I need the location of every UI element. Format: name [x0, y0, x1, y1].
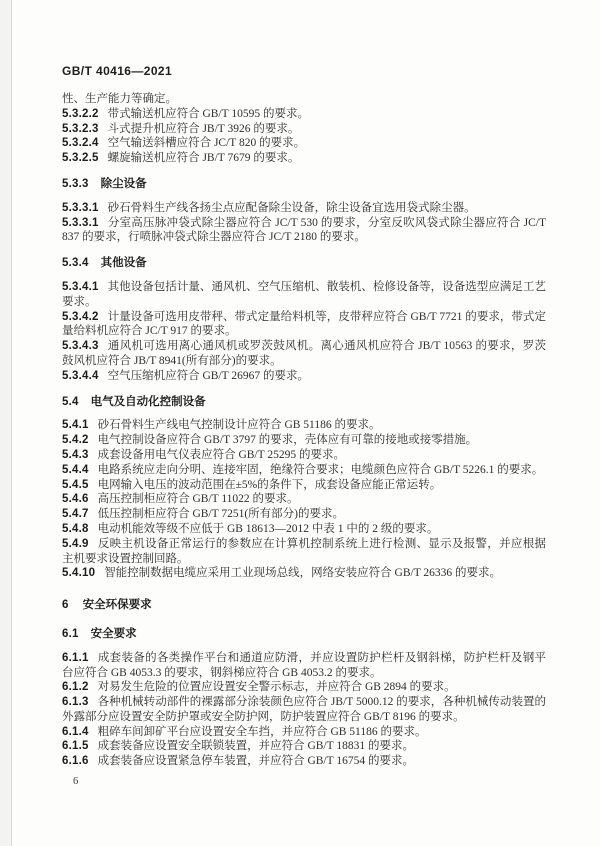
section-heading [62, 598, 546, 613]
clause-text: 电网输入电压的波动范围在±5%的条件下，成套设备应能正常运转。 [97, 478, 442, 491]
clause-number: 5.3.4 [62, 257, 89, 270]
clause-paragraph [62, 280, 546, 310]
clause-text: 螺旋输送机应符合 JB/T 7679 的要求。 [107, 152, 300, 165]
clause-text: 带式输送机应符合 GB/T 10595 的要求。 [107, 107, 309, 120]
clause-number: 5.4 [62, 395, 79, 408]
clause-number: 5.3.2.3 [62, 122, 99, 135]
clause-paragraph [62, 369, 546, 384]
clause-paragraph [62, 201, 546, 216]
clause-number: 5.3.3.1 [62, 216, 99, 229]
section-heading [62, 395, 546, 410]
clause-text: 安全要求 [90, 627, 137, 640]
clause-number: 6.1.5 [62, 740, 89, 753]
clause-number: 5.3.4.1 [62, 280, 99, 293]
section-heading [62, 256, 546, 271]
clause-text: 成套装备应设置安全联锁装置，并应符合 GB/T 18831 的要求。 [97, 740, 414, 753]
clause-number: 5.4.8 [62, 522, 89, 535]
clause-text: 其他设备 [100, 257, 147, 270]
section-heading [62, 627, 546, 642]
clause-text: 砂石骨料生产线各扬尘点应配备除尘设备，除尘设备宜选用袋式除尘器。 [107, 201, 476, 214]
clause-text: 计量设备可选用皮带秤、带式定量给料机等，皮带秤应符合 GB/T 7721 的要求，带式定量给料机应符合 JC/T 917 的要求。 [62, 310, 546, 338]
clause-text: 电路系统应走向分明、连接牢固，绝缘符合要求；电缆颜色应符合 GB/T 5226.1 的要求。 [97, 463, 544, 476]
clause-text: 反映主机设备正常运行的参数应在计算机控制系统上进行检测、显示及报警，并应根据主机要求设置控制回路。 [62, 537, 546, 565]
clause-number: 5.3.2.4 [62, 137, 99, 150]
clause-number: 5.4.10 [62, 567, 96, 580]
clause-text: 成套装备应设置紧急停车装置，并应符合 GB/T 16754 的要求。 [97, 755, 414, 768]
standard-code-header: GB/T 40416—2021 [62, 64, 173, 78]
clause-number: 6.1.3 [62, 696, 89, 709]
clause-paragraph [62, 725, 546, 740]
clause-text: 性、生产能力等确定。 [62, 93, 177, 105]
clause-number: 6.1 [62, 627, 79, 640]
clause-number: 5.3.3 [62, 177, 89, 190]
clause-text: 安全环保要求 [82, 599, 152, 612]
clause-number: 6.1.1 [62, 651, 89, 664]
clause-number: 5.3.4.4 [62, 369, 99, 382]
clause-number: 5.3.4.2 [62, 310, 99, 323]
clause-paragraph [62, 695, 546, 725]
clause-number: 5.4.4 [62, 463, 89, 476]
clause-paragraph [62, 339, 546, 369]
clause-number: 5.4.6 [62, 493, 89, 506]
clause-number: 6.1.2 [62, 681, 89, 694]
clause-number: 5.4.2 [62, 434, 89, 447]
clause-number: 5.4.1 [62, 419, 89, 432]
clause-paragraph [62, 522, 546, 537]
clause-paragraph [62, 492, 546, 507]
clause-number: 5.3.2.2 [62, 107, 99, 120]
section-heading [62, 177, 546, 192]
clause-paragraph [62, 651, 546, 681]
clause-text: 高压控制柜应符合 GB/T 11022 的要求。 [97, 493, 299, 506]
clause-text: 对易发生危险的位置应设置安全警示标志，并应符合 GB 2894 的要求。 [97, 681, 456, 694]
clause-text: 电气控制设备应符合 GB/T 3797 的要求，壳体应有可靠的接地或接零措施。 [97, 434, 478, 447]
clause-paragraph [62, 107, 546, 122]
clause-number: 5.4.3 [62, 448, 89, 461]
clause-paragraph [62, 537, 546, 567]
clause-number: 5.4.9 [62, 537, 89, 550]
clause-text: 电动机能效等级不应低于 GB 18613—2012 中表 1 中的 2 级的要求。 [97, 522, 439, 535]
clause-paragraph [62, 433, 546, 448]
clause-text: 空气压缩机应符合 GB/T 26967 的要求。 [107, 369, 309, 382]
clause-paragraph [62, 310, 546, 340]
clause-text: 粗碎车间卸矿平台应设置安全车挡，并应符合 GB 51186 的要求。 [97, 725, 427, 738]
clause-number: 5.4.5 [62, 478, 89, 491]
clause-text: 除尘设备 [100, 177, 147, 190]
clause-text: 斗式提升机应符合 JB/T 3926 的要求。 [107, 122, 300, 135]
clause-paragraph [62, 566, 546, 581]
clause-paragraph [62, 216, 546, 246]
clause-paragraph [62, 754, 546, 769]
clause-paragraph [62, 739, 546, 754]
clause-paragraph [62, 507, 546, 522]
clause-text: 通风机可选用离心通风机或罗茨鼓风机。离心通风机应符合 JB/T 10563 的要求，罗茨鼓风机应符合 JB/T 8941(所有部分)的要求。 [62, 340, 546, 367]
clause-paragraph [62, 478, 546, 493]
scan-edge [0, 0, 12, 846]
clause-number: 5.4.7 [62, 508, 89, 521]
document-content [62, 92, 546, 769]
clause-text: 成套装备的各类操作平台和通道应防滑，并应设置防护栏杆及钢斜梯，防护栏杆及钢平台应符合 GB 4053.3 的要求，钢斜梯应符合 GB 4053.2 的要求。 [62, 651, 546, 679]
clause-text: 智能控制数据电缆应采用工业现场总线，网络安装应符合 GB/T 26336 的要求。 [104, 567, 502, 580]
clause-number: 5.3.4.3 [62, 340, 99, 353]
clause-paragraph [62, 448, 546, 463]
clause-text: 各种机械转动部件的裸露部分涂装颜色应符合 JB/T 5000.12 的要求，各种机械传动装置的外露部分应设置安全防护罩或安全防护网，防护装置应符合 GB/T 8196 的要求。 [62, 696, 546, 723]
clause-paragraph [62, 418, 546, 433]
clause-text: 其他设备包括计量、通风机、空气压缩机、散装机、检修设备等，设备选型应满足工艺要求。 [62, 280, 546, 308]
clause-paragraph [62, 151, 546, 166]
clause-paragraph [62, 680, 546, 695]
clause-text: 砂石骨料生产线电气控制设计应符合 GB 51186 的要求。 [97, 419, 381, 432]
clause-number: 6.1.4 [62, 725, 89, 738]
clause-number: 6.1.6 [62, 755, 89, 768]
clause-paragraph [62, 136, 546, 151]
clause-number: 6 [62, 599, 69, 612]
clause-number: 5.3.2.5 [62, 152, 99, 165]
clause-paragraph [62, 463, 546, 478]
clause-paragraph [62, 92, 546, 107]
clause-text: 分室高压脉冲袋式除尘器应符合 JC/T 530 的要求，分室反吹风袋式除尘器应符合 JC/T 837 的要求，行喷脉冲袋式除尘器应符合 JC/T 2180 的要求。 [62, 216, 546, 244]
clause-text: 空气输送斜槽应符合 JC/T 820 的要求。 [107, 137, 306, 150]
clause-text: 成套设备用电气仪表应符合 GB/T 25295 的要求。 [97, 448, 345, 461]
clause-number: 5.3.3.1 [62, 201, 99, 214]
clause-paragraph [62, 122, 546, 137]
page-number: 6 [73, 776, 79, 787]
clause-text: 低压控制柜应符合 GB/T 7251(所有部分)的要求。 [97, 508, 344, 521]
clause-text: 电气及自动化控制设备 [90, 395, 206, 408]
